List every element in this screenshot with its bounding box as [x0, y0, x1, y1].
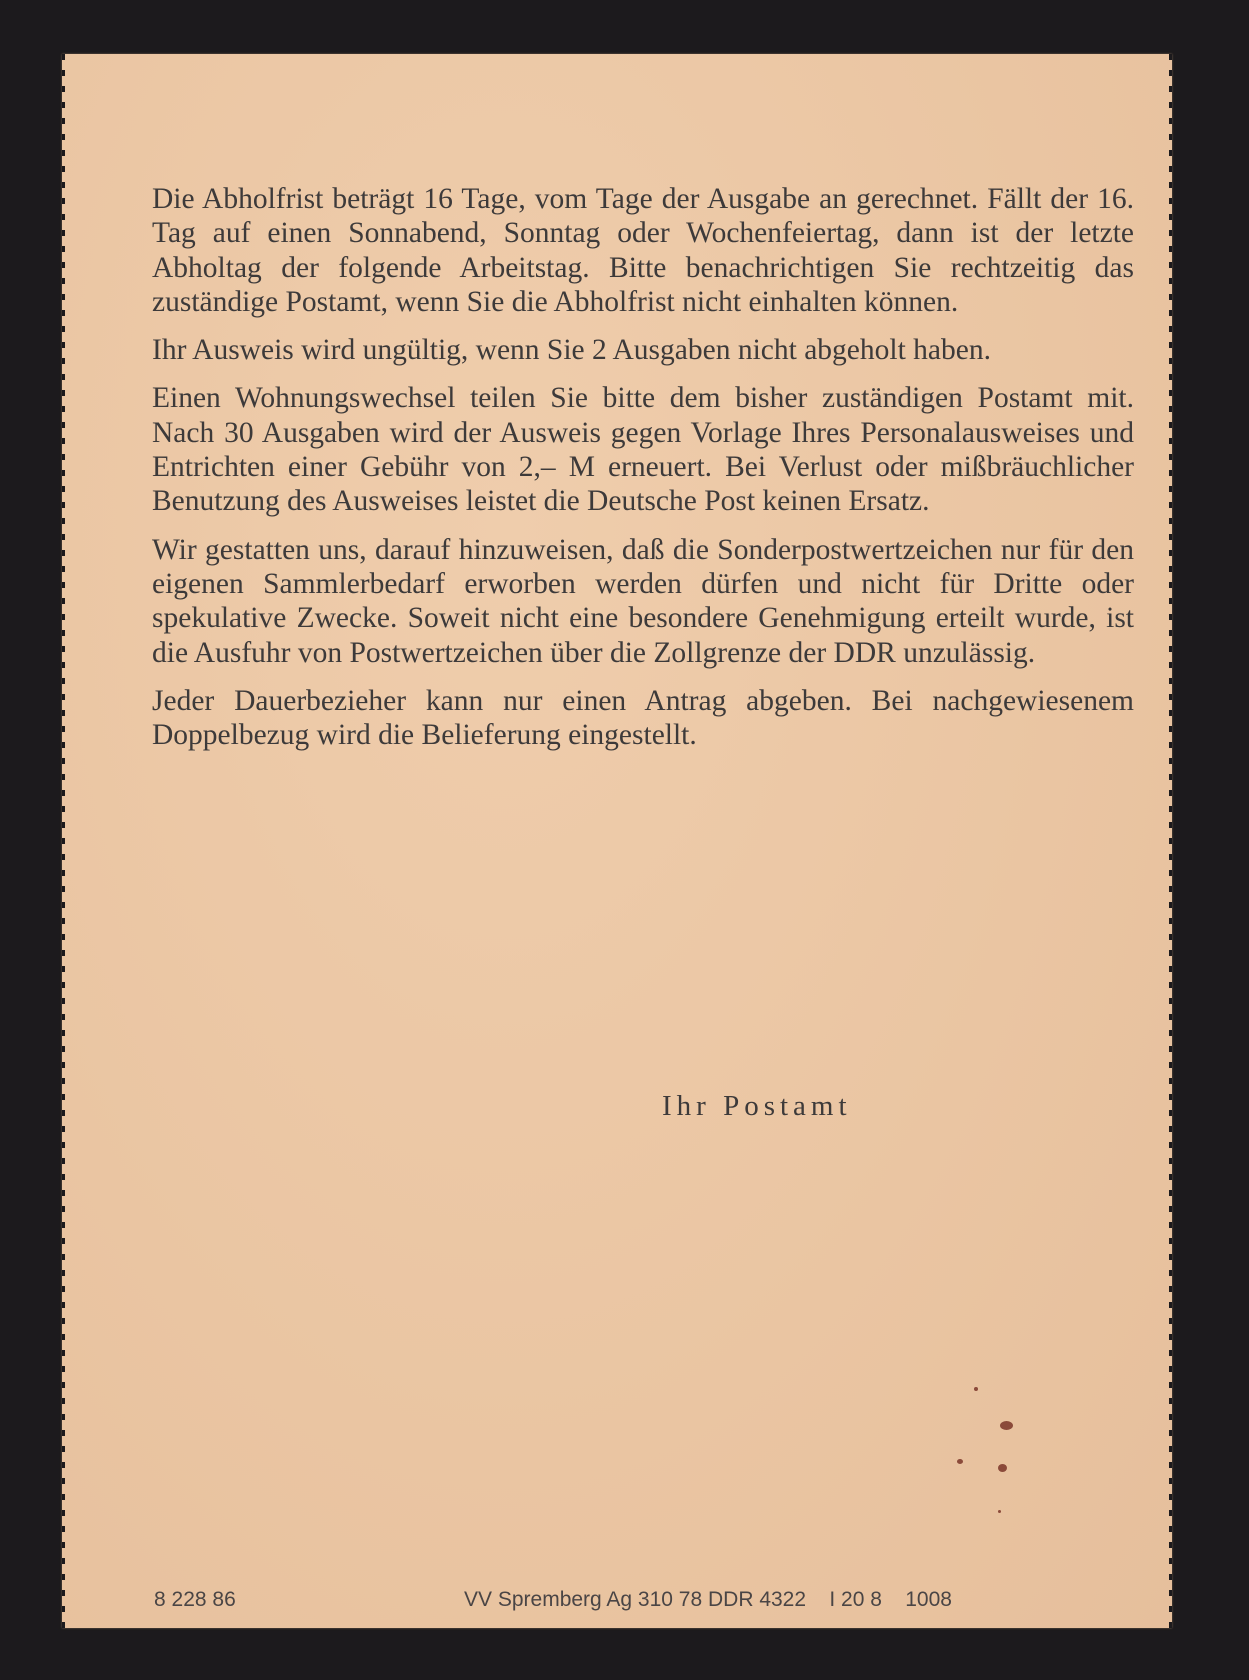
paragraph-special-stamps: Wir gestatten uns, darauf hinzuweisen, daß die Sonderpostwertzeichen nur für den eigenen Sammlerbedarf erworben werden dürfen und nicht für Dritte oder spekulative Zwecke. Soweit nicht eine besondere Genehmigung erteilt wurde, ist die Ausfuhr von Postwertzeichen über die Zollgrenze der DDR unzulässig.	[152, 533, 1134, 669]
card-body-text	[152, 182, 1134, 766]
paragraph-change-of-address: Einen Wohnungswechsel teilen Sie bitte dem bisher zuständigen Postamt mit. Nach 30 Ausgaben wird der Ausweis gegen Vorlage Ihres Personalausweises und Entrichten einer Gebühr von 2,– M erneuert. Bei Verlust oder mißbräuchlicher Benutzung des Ausweises leistet die Deutsche Post keinen Ersatz.	[152, 382, 1134, 518]
paragraph-invalid-id: Ihr Ausweis wird ungültig, wenn Sie 2 Ausgaben nicht abgeholt haben.	[152, 334, 991, 367]
postal-card	[62, 54, 1172, 1628]
paragraph-pickup-deadline: Die Abholfrist beträgt 16 Tage, vom Tage der Ausgabe an gerechnet. Fällt der 16. Tag auf einen Sonnabend, Sonntag oder Wochenfeiertag, dann ist der letzte Abholtag der folgende Arbeitstag. Bitte benachrichtigen Sie rechtzeitig das zuständige Postamt, wenn Sie die Abholfrist nicht einhalten können.	[152, 183, 1134, 318]
ink-spot	[998, 1510, 1001, 1513]
ink-spot	[998, 1464, 1007, 1472]
paragraph-single-application: Jeder Dauerbezieher kann nur einen Antrag abgeben. Bei nachgewiesenem Doppelbezug wird die Belieferung eingestellt.	[152, 684, 1134, 752]
ink-spot	[974, 1387, 978, 1391]
form-number: 8 228 86	[154, 1588, 236, 1611]
ink-spot	[957, 1459, 963, 1464]
signature-post-office: Ihr Postamt	[662, 1090, 852, 1122]
left-perforated-edge	[62, 54, 65, 1628]
ink-spot	[1000, 1421, 1013, 1430]
right-perforated-edge	[1169, 54, 1172, 1628]
printer-imprint: VV Spremberg Ag 310 78 DDR 4322 I 20 8 1008	[464, 1588, 952, 1611]
